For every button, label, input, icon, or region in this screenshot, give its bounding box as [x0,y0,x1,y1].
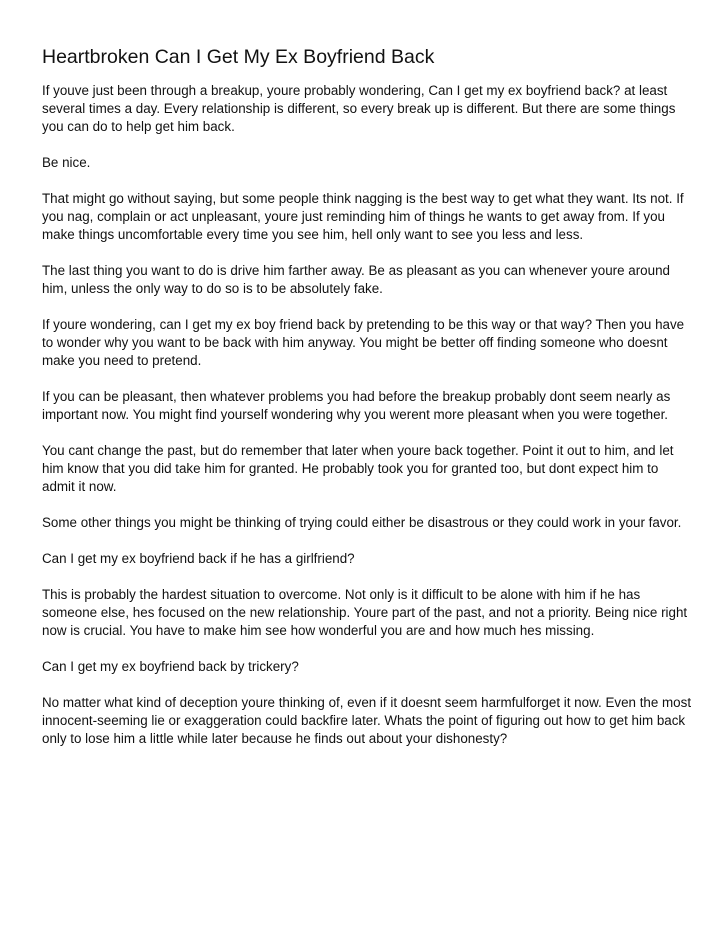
paragraph-pleasant: If you can be pleasant, then whatever problems you had before the breakup probably dont seem nearly as important now. You might find yourself wondering why you werent more pleasant when you were together. [42,389,671,422]
paragraph-pretending: If youre wondering, can I get my ex boy friend back by pretending to be this way or that way? Then you have to wonder why you want to be back with him anyway. You might be better off finding someone who doesnt make you need to pretend. [42,317,685,368]
paragraph-be-nice: Be nice. [42,155,91,170]
paragraph-heading-trickery: Can I get my ex boyfriend back by trickery? [42,659,299,674]
paragraph-drive-away: The last thing you want to do is drive him farther away. Be as pleasant as you can whenever youre around him, unless the only way to do so is to be absolutely fake. [42,263,670,296]
paragraph-heading-girlfriend: Can I get my ex boyfriend back if he has a girlfriend? [42,551,355,566]
document-page [42,44,692,766]
paragraph-intro: If youve just been through a breakup, youre probably wondering, Can I get my ex boyfriend back? at least several times a day. Every relationship is different, so every break up is different. But there are some things you can do to help get him back. [42,83,676,134]
paragraph-nagging: That might go without saying, but some people think nagging is the best way to get what they want. Its not. If you nag, complain or act unpleasant, youre just reminding him of things he wants to get away from. If you make things uncomfortable every time you see him, hell only want to see you less and less. [42,191,684,242]
paragraph-past: You cant change the past, but do remember that later when youre back together. Point it out to him, and let him know that you did take him for granted. He probably took you for granted too, but dont expect him to admit it now. [42,443,674,494]
paragraph-deception: No matter what kind of deception youre thinking of, even if it doesnt seem harmfulforget it now. Even the most innocent-seeming lie or exaggeration could backfire later. Whats the point of figuring out how to get him back only to lose him a little while later because he finds out about your dishonesty? [42,695,692,746]
paragraph-other-things: Some other things you might be thinking of trying could either be disastrous or they could work in your favor. [42,515,682,530]
document-title: Heartbroken Can I Get My Ex Boyfriend Back [42,46,435,68]
paragraph-hardest-situation: This is probably the hardest situation to overcome. Not only is it difficult to be alone with him if he has someone else, hes focused on the new relationship. Youre part of the past, and not a priority. Being nice right now is crucial. You have to make him see how wonderful you are and how much hes missing. [42,587,688,638]
